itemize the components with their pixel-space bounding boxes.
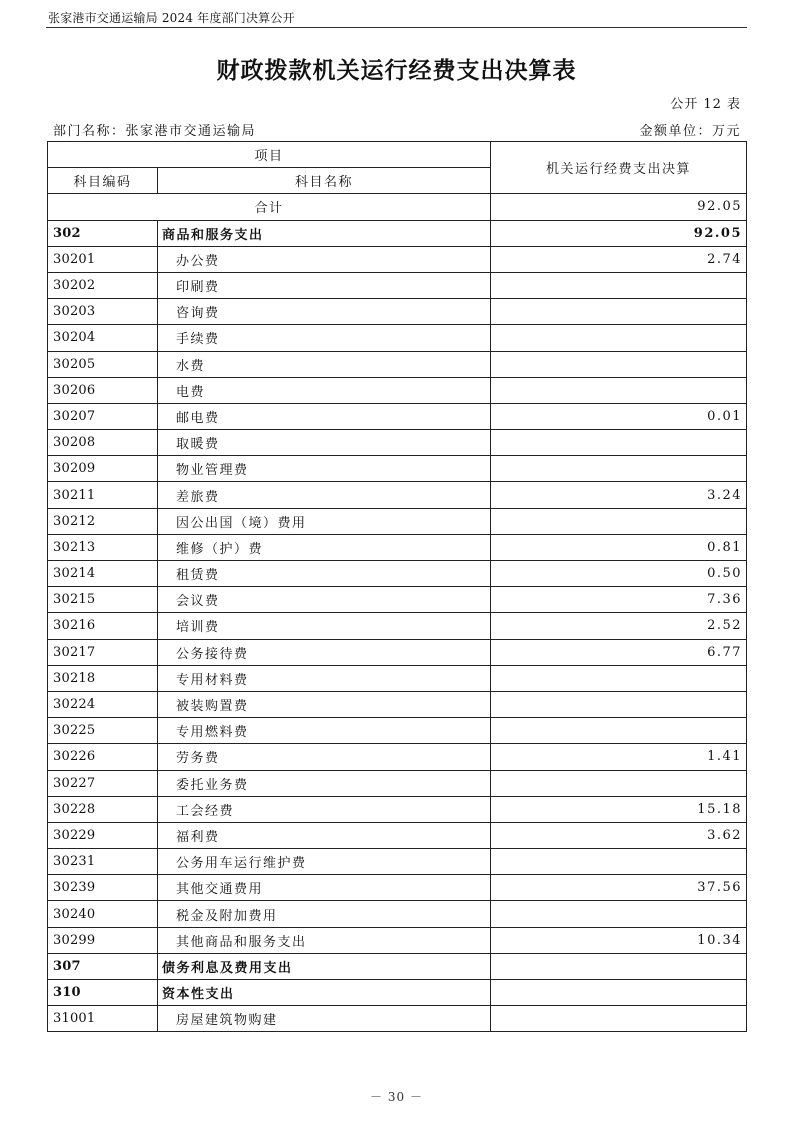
table-header-row — [48, 142, 747, 168]
row-value: 7.36 — [491, 587, 747, 613]
row-value — [491, 272, 747, 298]
row-value — [491, 299, 747, 325]
page-title: 财政拨款机关运行经费支出决算表 — [216, 58, 577, 84]
row-name: 其他商品和服务支出 — [158, 927, 491, 953]
table-row — [48, 796, 747, 822]
table-row — [48, 665, 747, 691]
expenditure-table — [47, 141, 747, 1032]
row-name: 印刷费 — [158, 272, 491, 298]
row-name: 差旅费 — [158, 482, 491, 508]
table-row — [48, 613, 747, 639]
row-name: 税金及附加费用 — [158, 901, 491, 927]
row-code: 30218 — [48, 665, 158, 691]
row-name: 工会经费 — [158, 796, 491, 822]
row-value: 0.01 — [491, 403, 747, 429]
row-name: 取暖费 — [158, 430, 491, 456]
table-row — [48, 403, 747, 429]
row-code: 30205 — [48, 351, 158, 377]
row-value: 0.81 — [491, 534, 747, 560]
row-value: 1.41 — [491, 744, 747, 770]
row-code: 30202 — [48, 272, 158, 298]
row-name: 租赁费 — [158, 561, 491, 587]
row-name: 邮电费 — [158, 403, 491, 429]
table-row — [48, 325, 747, 351]
header-project: 项目 — [48, 142, 491, 168]
row-code: 307 — [48, 953, 158, 979]
row-value: 37.56 — [491, 875, 747, 901]
table-row — [48, 927, 747, 953]
row-value: 2.52 — [491, 613, 747, 639]
row-value: 0.50 — [491, 561, 747, 587]
row-name: 其他交通费用 — [158, 875, 491, 901]
row-name: 被装购置费 — [158, 691, 491, 717]
row-code: 30231 — [48, 849, 158, 875]
row-name: 委托业务费 — [158, 770, 491, 796]
table-row — [48, 718, 747, 744]
row-value — [491, 325, 747, 351]
row-code: 30229 — [48, 822, 158, 848]
row-name: 专用材料费 — [158, 665, 491, 691]
table-row — [48, 534, 747, 560]
total-label: 合计 — [48, 194, 491, 220]
row-code: 31001 — [48, 1006, 158, 1032]
table-row — [48, 822, 747, 848]
row-name: 水费 — [158, 351, 491, 377]
row-value — [491, 377, 747, 403]
row-name: 房屋建筑物购建 — [158, 1006, 491, 1032]
row-name: 办公费 — [158, 246, 491, 272]
header-code: 科目编码 — [48, 168, 158, 194]
row-code: 30216 — [48, 613, 158, 639]
row-value: 2.74 — [491, 246, 747, 272]
row-code: 30207 — [48, 403, 158, 429]
total-row — [48, 194, 747, 220]
row-code: 30227 — [48, 770, 158, 796]
row-code: 310 — [48, 980, 158, 1006]
row-code: 30214 — [48, 561, 158, 587]
table-row — [48, 587, 747, 613]
row-code: 30240 — [48, 901, 158, 927]
row-value: 10.34 — [491, 927, 747, 953]
table-row — [48, 456, 747, 482]
table-row — [48, 849, 747, 875]
row-code: 30217 — [48, 639, 158, 665]
header-divider — [46, 27, 747, 28]
row-code: 30204 — [48, 325, 158, 351]
row-code: 30299 — [48, 927, 158, 953]
table-row — [48, 953, 747, 979]
table-row — [48, 351, 747, 377]
table-row — [48, 875, 747, 901]
row-name: 资本性支出 — [158, 980, 491, 1006]
row-name: 物业管理费 — [158, 456, 491, 482]
row-code: 30224 — [48, 691, 158, 717]
table-row — [48, 430, 747, 456]
table-row — [48, 299, 747, 325]
table-row — [48, 482, 747, 508]
row-code: 30206 — [48, 377, 158, 403]
row-code: 30201 — [48, 246, 158, 272]
table-row — [48, 377, 747, 403]
row-code: 30211 — [48, 482, 158, 508]
row-value — [491, 456, 747, 482]
row-value — [491, 849, 747, 875]
table-row — [48, 246, 747, 272]
amount-unit: 金额单位：万元 — [639, 124, 741, 139]
row-name: 咨询费 — [158, 299, 491, 325]
row-code: 302 — [48, 220, 158, 246]
row-code: 30225 — [48, 718, 158, 744]
total-value: 92.05 — [491, 194, 747, 220]
table-row — [48, 272, 747, 298]
table-row — [48, 744, 747, 770]
row-value: 6.77 — [491, 639, 747, 665]
row-code: 30213 — [48, 534, 158, 560]
row-value — [491, 770, 747, 796]
row-name: 维修（护）费 — [158, 534, 491, 560]
row-name: 培训费 — [158, 613, 491, 639]
table-row — [48, 691, 747, 717]
row-name: 劳务费 — [158, 744, 491, 770]
row-code: 30209 — [48, 456, 158, 482]
row-code: 30215 — [48, 587, 158, 613]
row-name: 商品和服务支出 — [158, 220, 491, 246]
table-row — [48, 561, 747, 587]
row-name: 手续费 — [158, 325, 491, 351]
table-row — [48, 770, 747, 796]
table-row — [48, 1006, 747, 1032]
row-value — [491, 980, 747, 1006]
row-name: 公务接待费 — [158, 639, 491, 665]
form-number: 公开 12 表 — [670, 97, 741, 112]
row-code: 30226 — [48, 744, 158, 770]
row-value: 92.05 — [491, 220, 747, 246]
table-row — [48, 639, 747, 665]
row-value — [491, 718, 747, 744]
row-name: 电费 — [158, 377, 491, 403]
row-value: 3.24 — [491, 482, 747, 508]
row-value — [491, 508, 747, 534]
row-code: 30239 — [48, 875, 158, 901]
row-value — [491, 1006, 747, 1032]
row-code: 30208 — [48, 430, 158, 456]
header-value: 机关运行经费支出决算 — [491, 142, 747, 194]
row-name: 会议费 — [158, 587, 491, 613]
row-name: 福利费 — [158, 822, 491, 848]
table-row — [48, 220, 747, 246]
row-value — [491, 953, 747, 979]
row-code: 30203 — [48, 299, 158, 325]
row-name: 因公出国（境）费用 — [158, 508, 491, 534]
row-code: 30212 — [48, 508, 158, 534]
row-value — [491, 351, 747, 377]
row-name: 债务利息及费用支出 — [158, 953, 491, 979]
row-value — [491, 430, 747, 456]
page-number: － 30 － — [370, 1090, 423, 1104]
row-value: 15.18 — [491, 796, 747, 822]
row-name: 专用燃料费 — [158, 718, 491, 744]
table-row — [48, 980, 747, 1006]
header-name: 科目名称 — [158, 168, 491, 194]
table-row — [48, 901, 747, 927]
row-value — [491, 691, 747, 717]
row-value — [491, 901, 747, 927]
row-value — [491, 665, 747, 691]
document-header: 张家港市交通运输局 2024 年度部门决算公开 — [48, 11, 295, 25]
row-code: 30228 — [48, 796, 158, 822]
row-name: 公务用车运行维护费 — [158, 849, 491, 875]
table-row — [48, 508, 747, 534]
department-name: 部门名称：张家港市交通运输局 — [53, 124, 257, 139]
row-value: 3.62 — [491, 822, 747, 848]
